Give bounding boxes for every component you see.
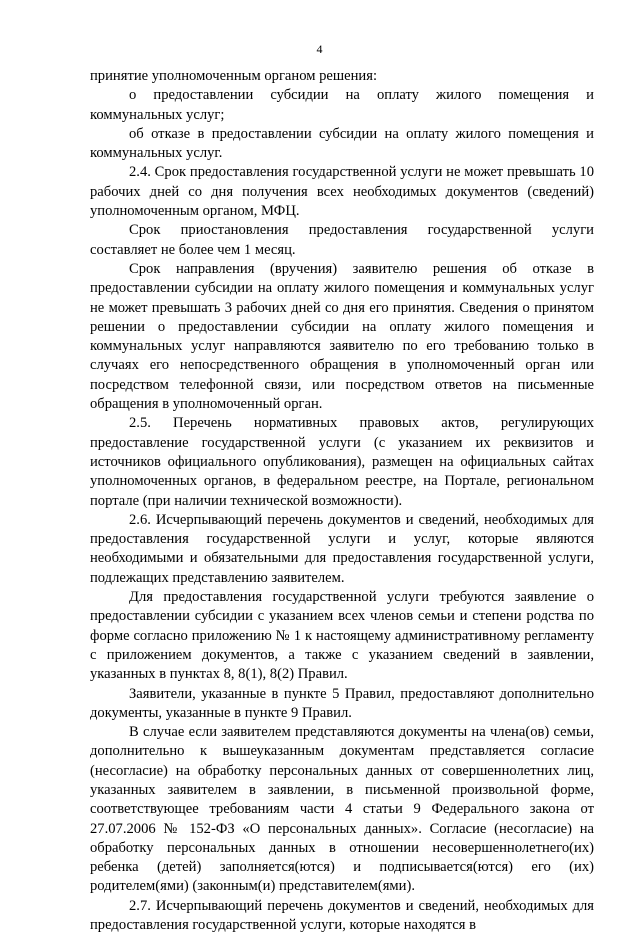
- paragraph-additional-documents: Заявители, указанные в пункте 5 Правил, предоставляют дополнительно документы, указанные в пункте 9 Правил.: [90, 685, 594, 721]
- paragraph-2-5-legal-acts: 2.5. Перечень нормативных правовых актов, регулирующих предоставление государственной услуги (с указанием их реквизитов и источников официального опубликования), размещен на официальных сайтах уполномоченных органов, в федеральном реестре, на Портале, региональном портале (при наличии технической возможности).: [90, 415, 594, 509]
- paragraph-2-4-service-term: 2.4. Срок предоставления государственной услуги не может превышать 10 рабочих дней со дня получения всех необходимых документов (сведений) уполномоченным органом, МФЦ.: [90, 164, 594, 220]
- paragraph-refusal-decision: об отказе в предоставлении субсидии на оплату жилого помещения и коммунальных услуг.: [90, 125, 594, 162]
- paragraph-2-6-documents-list: 2.6. Исчерпывающий перечень документов и сведений, необходимых для предоставления государственной услуги и услуг, которые являются необходимыми и обязательными для предоставления государственной услуги, подлежащих представлению заявителем.: [90, 511, 594, 586]
- paragraph-grant-decision: о предоставлении субсидии на оплату жилого помещения и коммунальных услуг;: [90, 87, 594, 123]
- paragraph-application-requirements: Для предоставления государственной услуги требуются заявление о предоставлении субсидии с указанием всех членов семьи и степени родства по форме согласно приложению № 1 к настоящему административному регламенту с приложением документов, а также с указанием сведений в заявлении, указанных в пунктах 8, 8(1), 8(2) Правил.: [90, 589, 594, 683]
- document-body: [90, 67, 594, 935]
- paragraph-suspension-term: Срок приостановления предоставления государственной услуги составляет не более чем 1 месяц.: [90, 222, 594, 258]
- page-number: 4: [316, 42, 323, 56]
- paragraph-2-7-documents-list: 2.7. Исчерпывающий перечень документов и сведений, необходимых для предоставления государственной услуги, которые находятся в: [90, 897, 594, 934]
- paragraph-personal-data-consent: В случае если заявителем представляются документы на члена(ов) семьи, дополнительно к вышеуказанным документам представляется согласие (несогласие) на обработку персональных данных от совершеннолетних лиц, указанных заявителем в заявлении, в письменной произвольной форме, соответствующее требованиям части 4 статьи 9 Федерального закона от 27.07.2006 № 152-ФЗ «О персональных данных». Согласие (несогласие) на обработку персональных данных в отношении несовершеннолетнего(их) ребенка (детей) заполняется(ются) и подписывается(ются) его (их) родителем(ями) (законным(и) представителем(ями).: [90, 724, 594, 895]
- paragraph-decision-intro: принятие уполномоченным органом решения:: [90, 68, 378, 84]
- paragraph-notification-term: Срок направления (вручения) заявителю решения об отказе в предоставлении субсидии на оплату жилого помещения и коммунальных услуг не может превышать 3 рабочих дней со дня его принятия. Сведения о принятом решении о предоставлении субсидии на оплату жилого помещения и коммунальных услуг направляются заявителю по его требованию только в случаях его непосредственного обращения в уполномоченный орган или посредством телефонной связи, или посредством ответов на письменные обращения в уполномоченный орган.: [90, 260, 594, 413]
